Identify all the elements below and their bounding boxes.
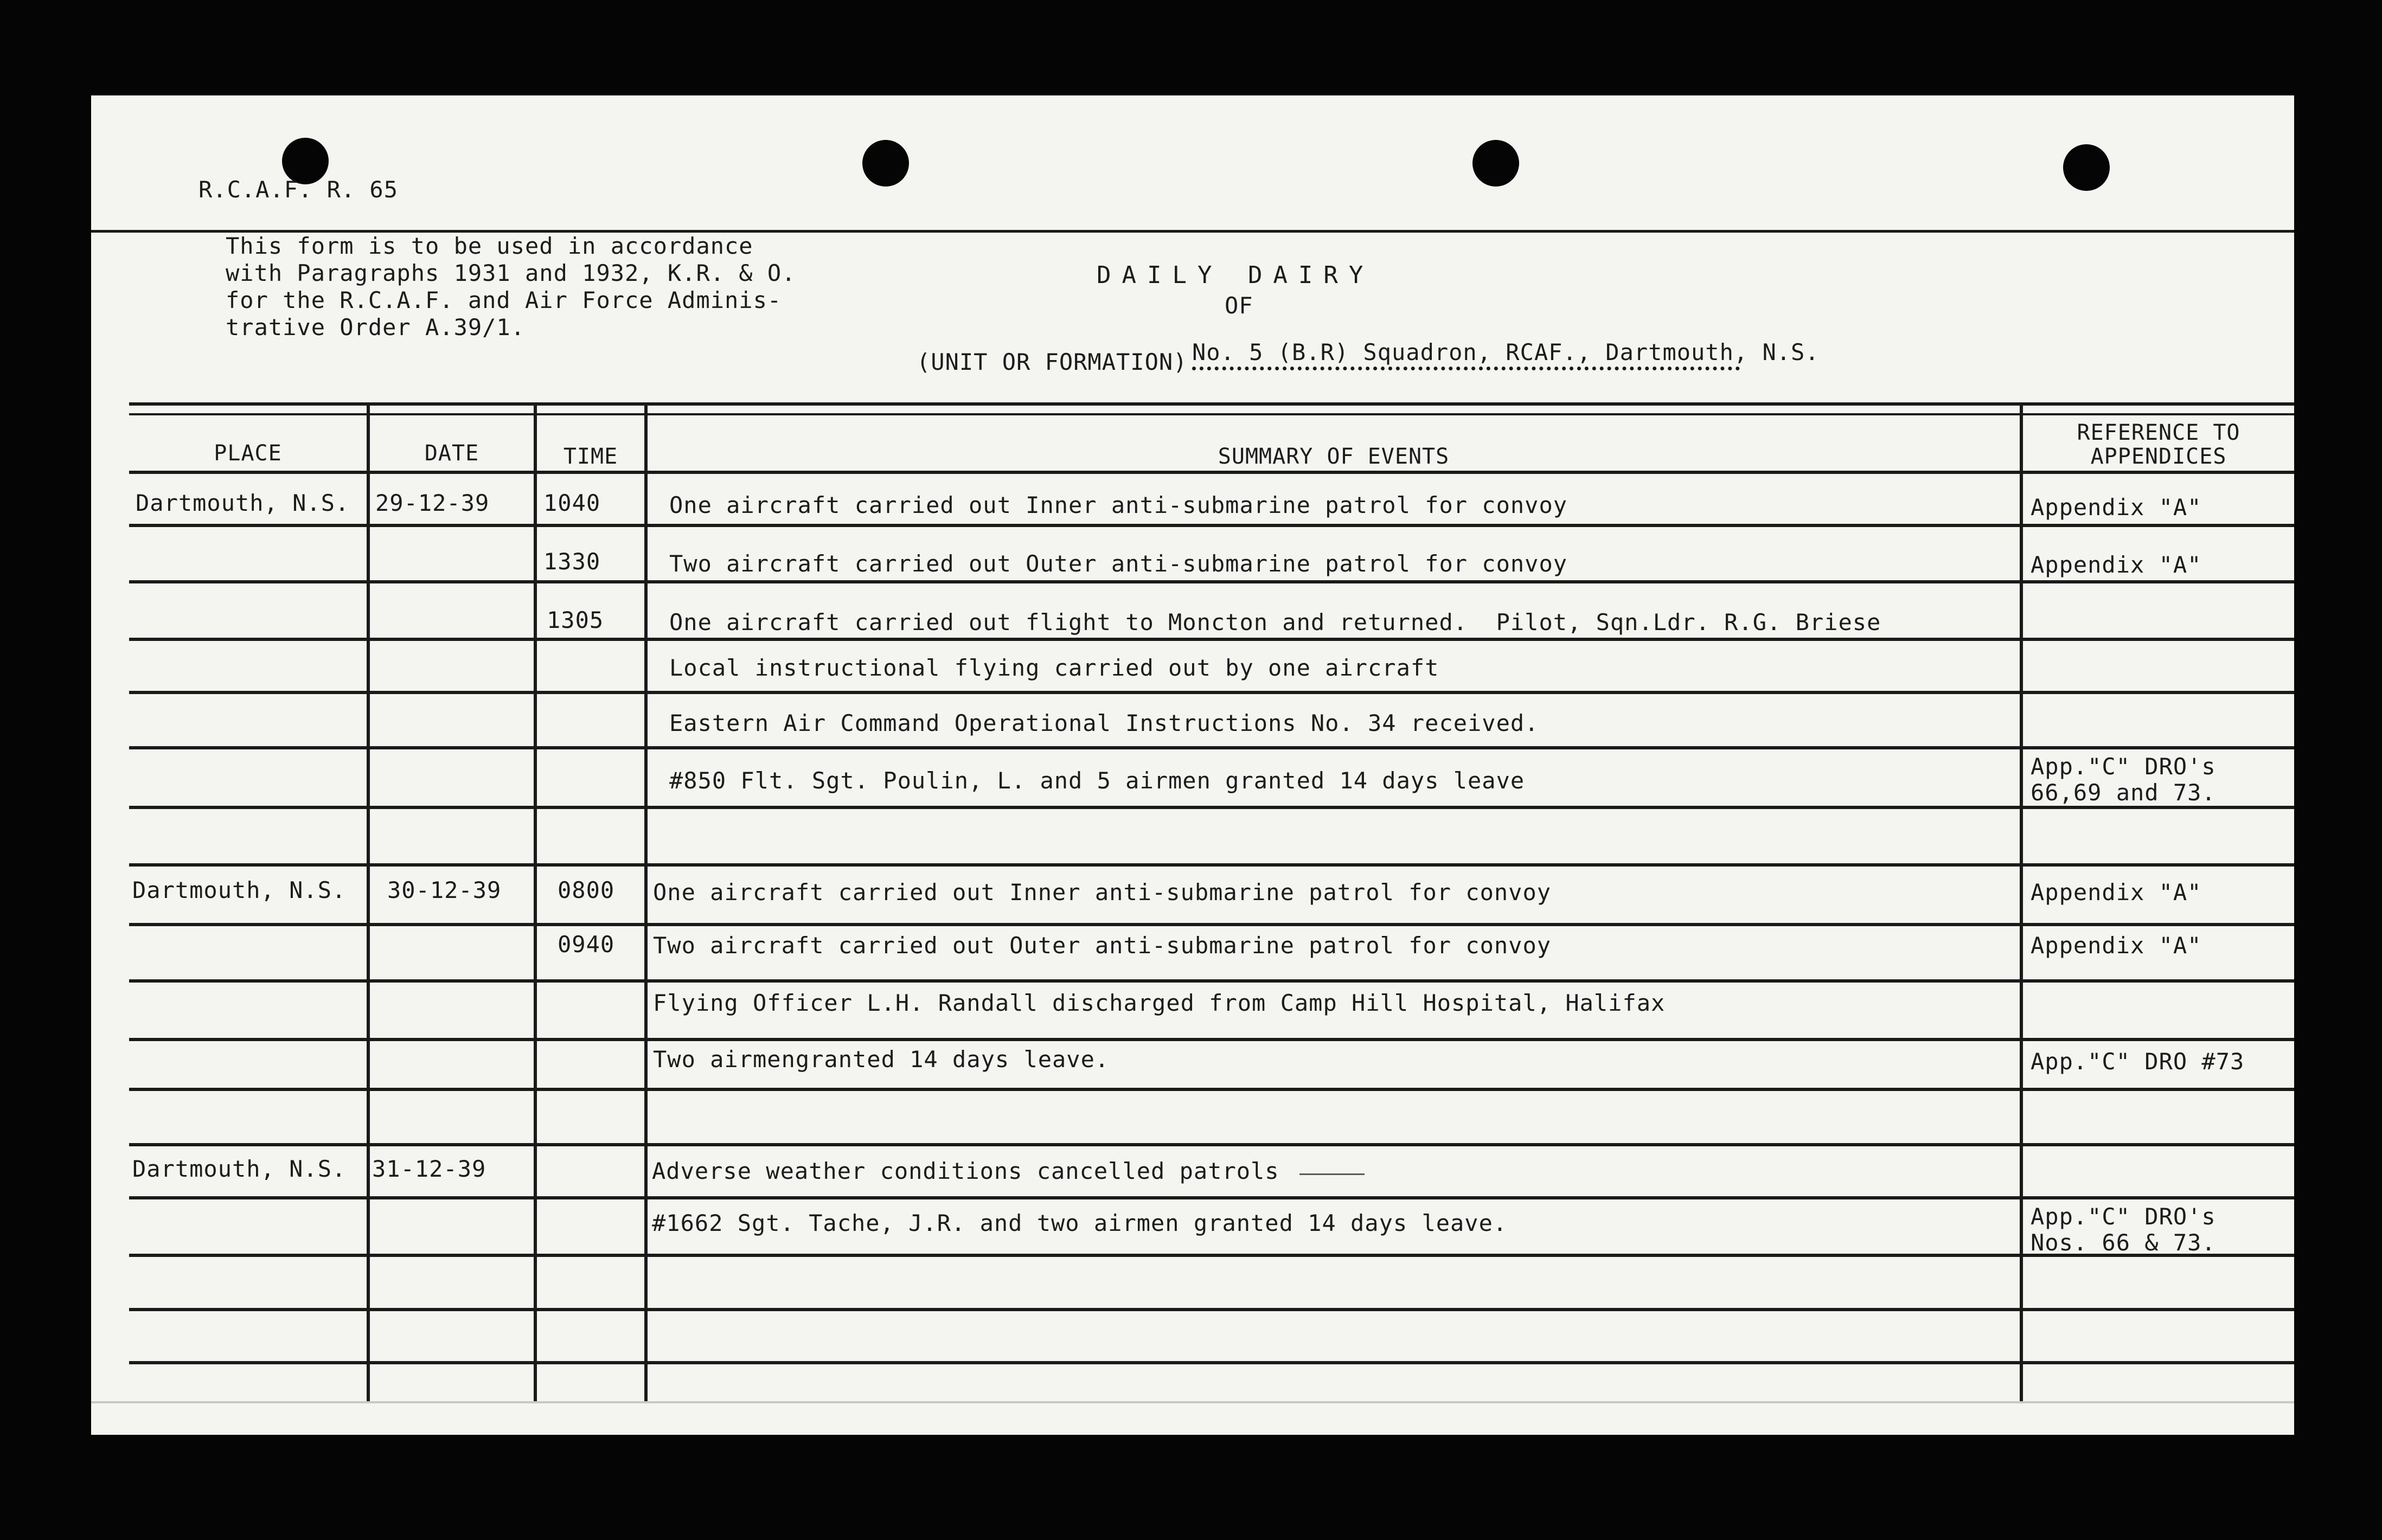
row-rule — [129, 1143, 2294, 1146]
row-rule — [129, 923, 2294, 926]
date-cell: 30-12-39 — [387, 877, 502, 903]
punch-hole — [862, 140, 909, 187]
instruction-line: This form is to be used in accordance — [226, 233, 753, 259]
reference-cell: 66,69 and 73. — [2031, 779, 2216, 806]
summary-cell: Local instructional flying carried out by one aircraft — [669, 655, 1439, 681]
row-rule — [129, 863, 2294, 867]
place-cell: Dartmouth, N.S. — [132, 877, 347, 903]
header-place: PLACE — [214, 441, 282, 466]
instruction-line: with Paragraphs 1931 and 1932, K.R. & O. — [226, 260, 796, 286]
reference-cell: Appendix "A" — [2031, 494, 2202, 521]
row-rule — [129, 1088, 2294, 1091]
row-rule — [129, 691, 2294, 694]
row-rule — [129, 979, 2294, 983]
table-top-rule — [129, 402, 2294, 406]
reference-cell: Appendix "A" — [2031, 551, 2202, 578]
summary-cell: Eastern Air Command Operational Instructions No. 34 received. — [669, 710, 1539, 736]
reference-cell: Appendix "A" — [2031, 879, 2202, 906]
header-summary: SUMMARY OF EVENTS — [1218, 444, 1450, 469]
date-cell: 31-12-39 — [372, 1156, 486, 1182]
row-rule — [129, 580, 2294, 583]
row-rule — [129, 638, 2294, 641]
table-bottom-rule — [91, 1401, 2294, 1403]
row-rule — [129, 1038, 2294, 1041]
col-divider — [644, 402, 648, 1402]
punch-hole — [2063, 144, 2110, 191]
reference-cell: App."C" DRO's — [2031, 753, 2216, 780]
summary-cell: One aircraft carried out flight to Moncton and returned. Pilot, Sqn.Ldr. R.G. Briese — [669, 609, 1881, 636]
reference-cell: Nos. 66 & 73. — [2031, 1229, 2216, 1256]
summary-cell: Two airmengranted 14 days leave. — [653, 1046, 1110, 1073]
col-divider — [534, 402, 537, 1402]
header-rule — [129, 471, 2294, 474]
header-date: DATE — [424, 441, 479, 466]
form-id: R.C.A.F. R. 65 — [198, 176, 399, 203]
row-rule — [129, 806, 2294, 809]
unit-value: No. 5 (B.R) Squadron, RCAF., Dartmouth, N.S. — [1192, 339, 1820, 365]
diary-page — [91, 95, 2294, 1435]
summary-cell: Two aircraft carried out Outer anti-submarine patrol for convoy — [653, 932, 1552, 959]
unit-label: (UNIT OR FORMATION) — [917, 349, 1188, 375]
col-divider — [367, 406, 370, 1402]
summary-cell: #850 Flt. Sgt. Poulin, L. and 5 airmen granted 14 days leave — [669, 767, 1525, 794]
time-cell: 1330 — [543, 548, 601, 575]
header-reference: REFERENCE TO — [2077, 420, 2240, 445]
instruction-line: for the R.C.A.F. and Air Force Adminis- — [226, 287, 782, 313]
place-cell: Dartmouth, N.S. — [136, 490, 350, 516]
time-cell: 1040 — [543, 490, 601, 516]
instruction-line: trative Order A.39/1. — [226, 314, 526, 341]
row-rule — [129, 1361, 2294, 1364]
time-cell: 0940 — [558, 931, 615, 958]
time-cell: 0800 — [558, 877, 615, 903]
form-title: DAILY DAIRY — [1097, 261, 1374, 289]
punch-hole — [1472, 140, 1519, 187]
table-top-rule-2 — [129, 413, 2294, 415]
summary-cell: One aircraft carried out Inner anti-submarine patrol for convoy — [669, 492, 1568, 518]
unit-dotted-line — [1192, 367, 1740, 370]
summary-cell: One aircraft carried out Inner anti-submarine patrol for convoy — [653, 879, 1552, 906]
summary-cell: Adverse weather conditions cancelled patrols — [652, 1158, 1279, 1184]
of-label: OF — [1225, 292, 1253, 319]
reference-cell: App."C" DRO's — [2031, 1203, 2216, 1230]
reference-cell: App."C" DRO #73 — [2031, 1048, 2245, 1075]
header-time: TIME — [563, 444, 618, 469]
row-rule — [129, 1308, 2294, 1311]
row-rule — [129, 746, 2294, 749]
summary-cell: Two aircraft carried out Outer anti-submarine patrol for convoy — [669, 550, 1568, 577]
row-rule — [129, 1254, 2294, 1257]
row-rule — [129, 524, 2294, 527]
header-appendices: APPENDICES — [2090, 444, 2227, 469]
pen-stroke — [1299, 1173, 1365, 1175]
col-divider — [2020, 406, 2023, 1402]
time-cell: 1305 — [547, 607, 604, 633]
row-rule — [129, 1196, 2294, 1199]
summary-cell: #1662 Sgt. Tache, J.R. and two airmen granted 14 days leave. — [652, 1210, 1508, 1236]
summary-cell: Flying Officer L.H. Randall discharged from Camp Hill Hospital, Halifax — [653, 990, 1666, 1016]
place-cell: Dartmouth, N.S. — [132, 1156, 347, 1182]
reference-cell: Appendix "A" — [2031, 932, 2202, 959]
date-cell: 29-12-39 — [375, 490, 490, 516]
